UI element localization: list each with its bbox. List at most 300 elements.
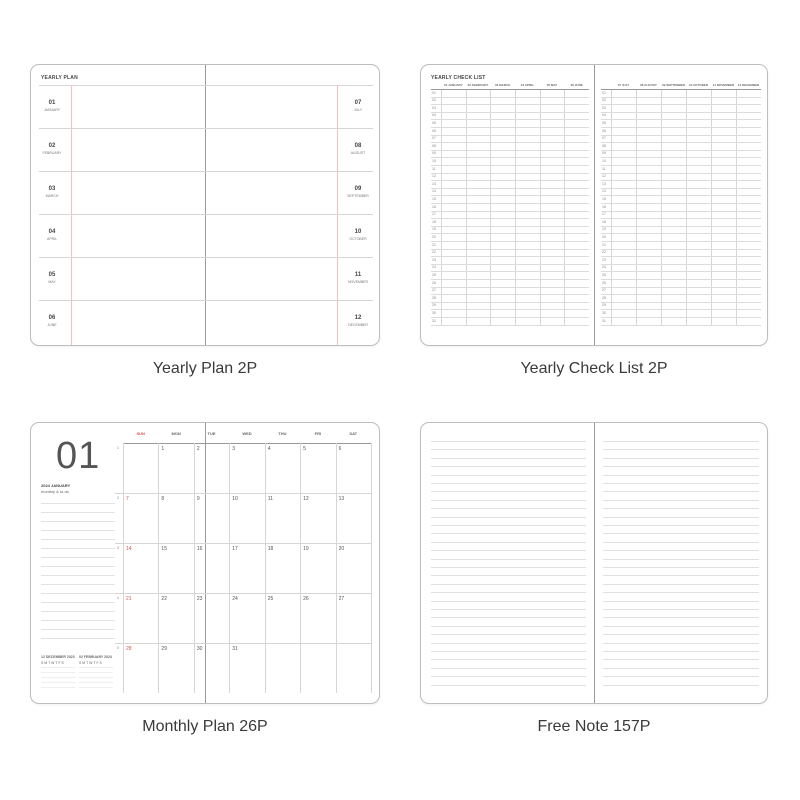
calendar-date: 11 [267, 496, 273, 502]
yearly-check-list-spread [420, 64, 768, 346]
check-list-row-number: 15 [432, 196, 436, 201]
calendar-column-line [265, 443, 266, 693]
check-list-row-number: 23 [602, 257, 606, 262]
calendar-date: 3 [232, 446, 236, 452]
check-list-row-line [601, 317, 761, 318]
note-line [431, 634, 586, 635]
note-line [603, 475, 759, 476]
check-list-row-line [431, 211, 589, 212]
month-number: 03 [48, 186, 56, 192]
check-list-row-number: 26 [602, 280, 606, 285]
monthly-plan-spread [30, 422, 380, 704]
day-header: WED [242, 431, 252, 436]
check-list-row-line [431, 112, 589, 113]
check-list-row-line [431, 317, 589, 318]
check-list-row-line [601, 165, 761, 166]
todo-line [41, 638, 115, 639]
caption-free-note: Free Note 157P [537, 718, 651, 735]
check-list-row-number: 17 [432, 212, 436, 217]
check-list-row-line [431, 241, 589, 242]
note-line [603, 491, 759, 492]
calendar-date: 31 [232, 646, 238, 652]
column-divider [466, 89, 467, 325]
check-list-row-number: 28 [602, 295, 606, 300]
calendar-date: 19 [303, 546, 309, 552]
check-list-row-line [601, 188, 761, 189]
check-list-row-number: 02 [432, 98, 436, 103]
month-number: 01 [48, 100, 56, 106]
month-sublabel: monthly & to-do [41, 489, 70, 494]
check-list-row-number: 08 [602, 143, 606, 148]
week-number: 1 [117, 446, 119, 450]
mini-calendar-row [41, 687, 75, 688]
check-list-row-line [601, 104, 761, 105]
month-name: JUNE [47, 323, 57, 327]
mini-calendar-row [79, 667, 113, 668]
calendar-date: 14 [126, 546, 132, 552]
calendar-date: 22 [161, 596, 167, 602]
note-line [603, 441, 759, 442]
calendar-date: 8 [161, 496, 165, 502]
right-margin-line [337, 85, 338, 346]
note-line [431, 617, 586, 618]
caption-yearly-plan: Yearly Plan 2P [152, 360, 258, 377]
month-name: AUGUST [350, 151, 366, 155]
check-list-row-number: 24 [602, 265, 606, 270]
check-list-row-number: 22 [432, 250, 436, 255]
note-line [603, 617, 759, 618]
todo-line [41, 512, 115, 513]
note-line [603, 643, 759, 644]
calendar-date: 25 [267, 596, 274, 602]
month-number: 12 [354, 315, 362, 321]
check-list-row-line [601, 203, 761, 204]
check-list-row-line [431, 218, 589, 219]
check-list-row-number: 18 [432, 219, 436, 224]
check-list-row-number: 14 [602, 189, 606, 194]
check-list-row-line [431, 309, 589, 310]
title-rule [39, 85, 373, 86]
check-list-row-number: 08 [432, 143, 436, 148]
mini-calendar-row [41, 672, 75, 673]
check-list-column-header: 02 FEBRUARY [467, 83, 489, 87]
check-list-row-line [431, 127, 589, 128]
calendar-date: 27 [338, 596, 345, 602]
mini-calendar-left-days: S M T W T F S [41, 661, 64, 665]
check-list-row-line [601, 89, 761, 90]
check-list-row-line [601, 264, 761, 265]
check-list-row-number: 17 [602, 212, 606, 217]
check-list-row-line [601, 135, 761, 136]
note-line [603, 500, 759, 501]
check-list-row-number: 22 [602, 250, 606, 255]
mini-calendar-row [79, 672, 113, 673]
check-list-row-line [601, 256, 761, 257]
mini-calendar-row [41, 677, 75, 678]
todo-line [41, 584, 115, 585]
calendar-date: 20 [338, 546, 345, 552]
month-row-divider [39, 214, 373, 215]
todo-line [41, 521, 115, 522]
check-list-column-header: 07 JULY [617, 83, 630, 87]
mini-calendar-left-title: 12 DECEMBER 2023 [41, 655, 75, 659]
month-number: 08 [354, 143, 362, 149]
column-divider [441, 89, 442, 325]
calendar-column-line [194, 443, 195, 693]
note-line [603, 601, 759, 602]
check-list-row-number: 30 [432, 310, 436, 315]
check-list-row-line [601, 97, 761, 98]
note-line [603, 559, 759, 560]
note-line [431, 592, 586, 593]
note-line [431, 676, 586, 677]
month-number: 04 [48, 229, 56, 235]
note-line [431, 643, 586, 644]
mini-calendar-row [79, 677, 113, 678]
check-list-row-line [601, 271, 761, 272]
check-list-row-line [431, 279, 589, 280]
todo-line [41, 602, 115, 603]
check-list-row-number: 18 [602, 219, 606, 224]
check-list-row-number: 01 [602, 90, 606, 95]
check-list-column-header: 06 JUNE [570, 83, 583, 87]
note-line [603, 592, 759, 593]
todo-line [41, 629, 115, 630]
note-line [603, 533, 759, 534]
note-line [603, 466, 759, 467]
todo-line [41, 620, 115, 621]
check-list-row-number: 19 [432, 227, 436, 232]
caption-monthly-plan: Monthly Plan 26P [142, 718, 268, 735]
check-list-row-number: 09 [602, 151, 606, 156]
todo-line [41, 548, 115, 549]
check-list-row-line [601, 287, 761, 288]
todo-line [41, 539, 115, 540]
note-line [603, 676, 759, 677]
month-number: 05 [48, 272, 56, 278]
note-line [603, 575, 759, 576]
todo-line [41, 503, 115, 504]
check-list-row-line [431, 180, 589, 181]
check-list-row-number: 12 [602, 174, 606, 179]
check-list-row-line [601, 279, 761, 280]
calendar-column-line [371, 443, 372, 693]
check-list-row-line [431, 249, 589, 250]
check-list-row-number: 01 [432, 90, 436, 95]
check-list-row-line [601, 119, 761, 120]
check-list-row-number: 13 [602, 181, 606, 186]
calendar-date: 10 [232, 496, 238, 502]
check-list-row-line [431, 89, 589, 90]
todo-line [41, 593, 115, 594]
spine [594, 65, 595, 345]
check-list-row-line [431, 173, 589, 174]
check-list-column-header: 10 OCTOBER [688, 83, 709, 87]
note-line [431, 466, 586, 467]
check-list-row-number: 27 [602, 288, 606, 293]
check-list-row-number: 28 [432, 295, 436, 300]
note-line [603, 634, 759, 635]
note-line [431, 508, 586, 509]
check-list-row-line [601, 157, 761, 158]
check-list-row-line [601, 325, 761, 326]
calendar-week-line [115, 493, 371, 494]
column-divider [636, 89, 637, 325]
check-list-row-number: 13 [432, 181, 436, 186]
note-line [431, 550, 586, 551]
column-divider [611, 89, 612, 325]
note-line [431, 517, 586, 518]
check-list-column-header: 11 NOVEMBER [712, 83, 735, 87]
check-list-row-line [431, 150, 589, 151]
calendar-week-line [115, 593, 371, 594]
month-number: 09 [354, 186, 362, 192]
note-line [431, 475, 586, 476]
week-number: 5 [117, 646, 119, 650]
column-divider [564, 89, 565, 325]
column-divider [686, 89, 687, 325]
check-list-row-line [431, 256, 589, 257]
calendar-week-line [115, 543, 371, 544]
check-list-row-line [601, 226, 761, 227]
note-line [603, 550, 759, 551]
day-header: TUE [207, 431, 216, 436]
note-line [603, 685, 759, 686]
check-list-row-number: 11 [432, 166, 436, 171]
check-list-row-line [601, 211, 761, 212]
month-name: DECEMBER [348, 323, 368, 327]
check-list-row-line [431, 142, 589, 143]
check-list-row-number: 21 [602, 242, 606, 247]
calendar-week-line [115, 643, 371, 644]
note-line [431, 500, 586, 501]
week-number: 2 [117, 496, 119, 500]
check-list-row-line [431, 188, 589, 189]
check-list-row-line [601, 249, 761, 250]
calendar-date: 12 [303, 496, 309, 502]
calendar-date: 18 [267, 546, 274, 552]
calendar-date: 23 [196, 596, 203, 602]
check-list-row-line [431, 157, 589, 158]
calendar-date: 16 [196, 546, 203, 552]
check-list-row-line [601, 180, 761, 181]
mini-calendar-row [41, 667, 75, 668]
check-list-row-number: 21 [432, 242, 436, 247]
calendar-date: 1 [161, 446, 165, 452]
check-list-row-number: 05 [432, 120, 436, 125]
check-list-row-number: 07 [602, 136, 606, 141]
check-list-row-line [431, 203, 589, 204]
left-margin-line [71, 85, 72, 346]
check-list-row-line [601, 218, 761, 219]
check-list-row-number: 26 [432, 280, 436, 285]
calendar-date: 28 [126, 646, 132, 652]
month-name: APRIL [46, 237, 58, 241]
note-line [603, 651, 759, 652]
month-row-divider [39, 300, 373, 301]
calendar-date: 5 [303, 446, 306, 452]
check-list-row-line [431, 294, 589, 295]
check-list-row-line [601, 302, 761, 303]
check-list-row-line [601, 173, 761, 174]
check-list-row-number: 12 [432, 174, 436, 179]
check-list-row-line [601, 142, 761, 143]
calendar-column-line [229, 443, 230, 693]
note-line [431, 491, 586, 492]
week-number: 4 [117, 596, 119, 600]
check-list-row-line [601, 241, 761, 242]
check-list-row-line [431, 119, 589, 120]
note-line [603, 525, 759, 526]
day-header: THU [278, 431, 287, 436]
month-label: 2024 JANUARY [41, 483, 71, 488]
check-list-row-number: 04 [432, 113, 436, 118]
note-line [603, 449, 759, 450]
note-line [431, 441, 586, 442]
note-line [603, 483, 759, 484]
note-line [431, 685, 586, 686]
yearly-plan-spread [30, 64, 380, 346]
note-line [431, 651, 586, 652]
check-list-row-number: 24 [432, 265, 436, 270]
check-list-column-header: 01 JANUARY [444, 83, 463, 87]
calendar-date: 29 [161, 646, 167, 652]
check-list-column-header: 03 MARCH [494, 83, 511, 87]
check-list-row-line [431, 97, 589, 98]
note-line [603, 542, 759, 543]
note-line [431, 668, 586, 669]
column-divider [540, 89, 541, 325]
check-list-row-number: 23 [432, 257, 436, 262]
mini-calendar-row [41, 682, 75, 683]
check-list-row-number: 06 [432, 128, 436, 133]
month-number: 07 [354, 100, 362, 106]
month-name: FEBRUARY [42, 151, 62, 155]
note-line [431, 559, 586, 560]
check-list-row-number: 04 [602, 113, 606, 118]
check-list-row-number: 31 [602, 318, 606, 323]
column-divider [711, 89, 712, 325]
check-list-row-line [431, 325, 589, 326]
check-list-row-line [431, 226, 589, 227]
check-list-column-header: 05 MAY [546, 83, 558, 87]
note-line [603, 626, 759, 627]
check-list-row-number: 25 [602, 272, 606, 277]
calendar-column-line [123, 443, 124, 693]
check-list-row-line [601, 150, 761, 151]
column-divider [661, 89, 662, 325]
check-list-row-number: 14 [432, 189, 436, 194]
check-list-row-number: 11 [602, 166, 606, 171]
check-list-row-line [431, 104, 589, 105]
check-list-row-number: 06 [602, 128, 606, 133]
note-line [603, 508, 759, 509]
calendar-date: 2 [196, 446, 200, 452]
day-header: FRI [314, 431, 322, 436]
month-row-divider [39, 257, 373, 258]
month-name: OCTOBER [349, 237, 367, 241]
note-line [431, 458, 586, 459]
check-list-row-number: 29 [432, 303, 436, 308]
mini-calendar-right-days: S M T W T F S [79, 661, 102, 665]
mini-calendar-row [79, 687, 113, 688]
month-number: 10 [354, 229, 362, 235]
note-line [431, 626, 586, 627]
month-name: MAY [48, 280, 56, 284]
yearly-check-list-title: YEARLY CHECK LIST [431, 75, 486, 81]
check-list-row-number: 16 [602, 204, 606, 209]
column-divider [515, 89, 516, 325]
mini-calendar-right-title: 02 FEBRUARY 2024 [79, 655, 112, 659]
calendar-column-line [158, 443, 159, 693]
calendar-header-rule [123, 443, 371, 444]
column-divider [490, 89, 491, 325]
check-list-column-header: 12 DECEMBER [737, 83, 760, 87]
spine [205, 65, 206, 345]
note-line [431, 525, 586, 526]
calendar-date: 6 [338, 446, 342, 452]
month-number: 11 [354, 272, 362, 278]
check-list-row-number: 05 [602, 120, 606, 125]
note-line [431, 601, 586, 602]
month-number: 02 [48, 143, 56, 149]
check-list-row-number: 29 [602, 303, 606, 308]
yearly-plan-title: YEARLY PLAN [41, 75, 78, 81]
check-list-row-line [431, 264, 589, 265]
todo-line [41, 566, 115, 567]
month-number: 01 [56, 435, 101, 477]
note-line [603, 517, 759, 518]
check-list-row-line [431, 165, 589, 166]
check-list-row-number: 19 [602, 227, 606, 232]
mini-calendar-row [79, 682, 113, 683]
check-list-row-line [601, 195, 761, 196]
check-list-row-number: 03 [602, 105, 606, 110]
calendar-date: 7 [126, 496, 129, 502]
check-list-row-line [601, 309, 761, 310]
check-list-row-number: 30 [602, 310, 606, 315]
check-list-row-line [431, 233, 589, 234]
check-list-row-line [431, 287, 589, 288]
note-line [431, 584, 586, 585]
check-list-row-line [601, 294, 761, 295]
check-list-row-number: 09 [432, 151, 436, 156]
note-line [603, 668, 759, 669]
month-row-divider [39, 128, 373, 129]
check-list-row-number: 20 [432, 234, 436, 239]
week-number: 3 [117, 546, 119, 550]
calendar-date: 24 [232, 596, 238, 602]
month-name: NOVEMBER [347, 280, 369, 284]
calendar-date: 15 [161, 546, 167, 552]
note-line [431, 449, 586, 450]
note-line [603, 458, 759, 459]
note-line [431, 659, 586, 660]
check-list-row-number: 10 [602, 158, 606, 163]
calendar-date: 4 [267, 446, 271, 452]
check-list-row-number: 02 [602, 98, 606, 103]
note-line [603, 584, 759, 585]
calendar-column-line [336, 443, 337, 693]
check-list-row-number: 25 [432, 272, 436, 277]
check-list-row-number: 10 [432, 158, 436, 163]
month-name: JULY [353, 108, 363, 112]
day-header: MON [171, 431, 181, 436]
calendar-date: 17 [232, 546, 238, 552]
todo-line [41, 557, 115, 558]
note-line [431, 567, 586, 568]
free-note-spread [420, 422, 768, 704]
